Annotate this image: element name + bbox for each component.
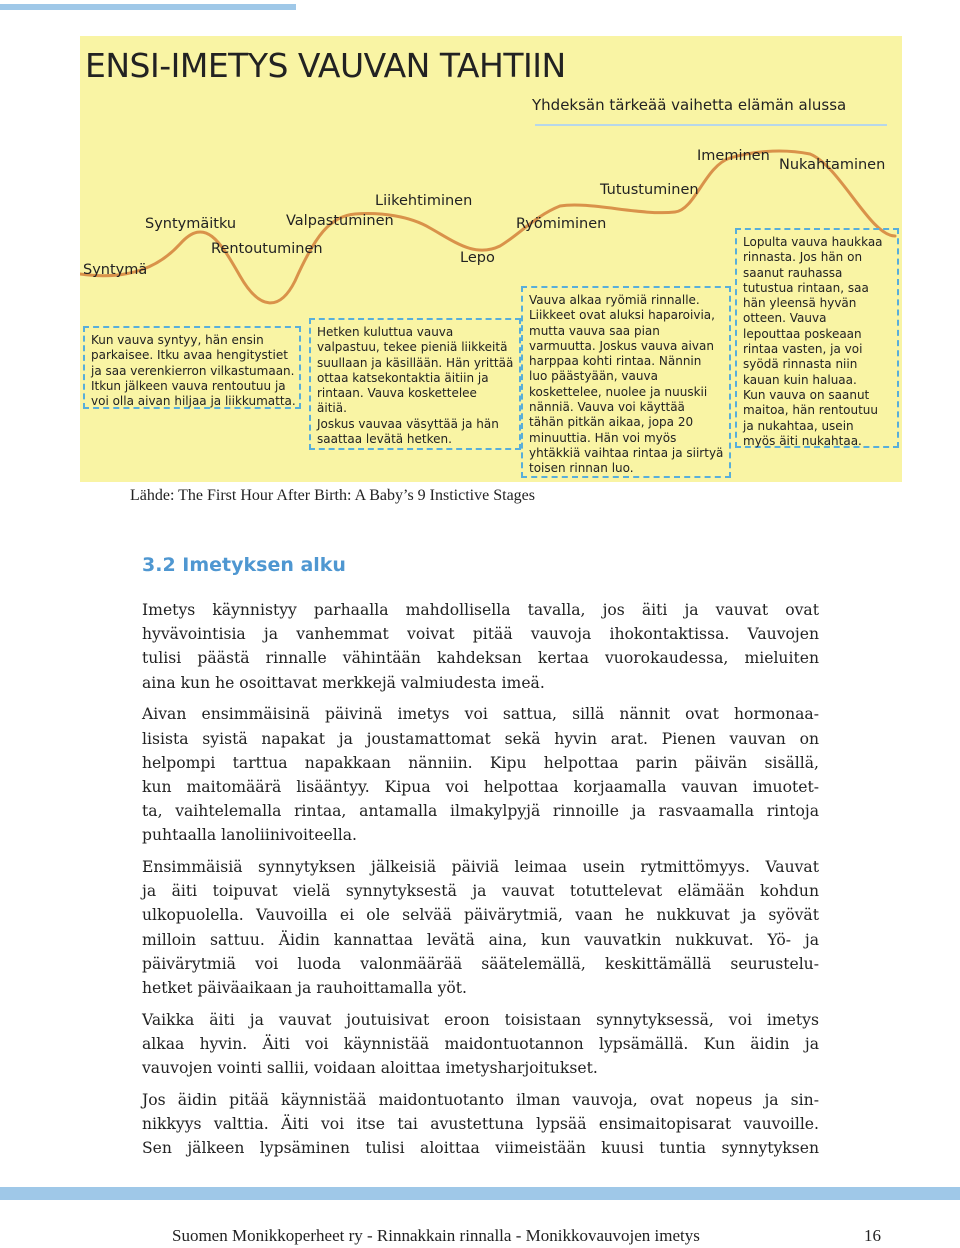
text-line: Sen jälkeen lypsäminen tulisi aloittaa viimeistään kuusi tuntia synnytyksen <box>142 1139 819 1158</box>
box-line: ja saa verenkierron vilkastumaan. <box>91 363 295 378</box>
box-line: lepouttaa poskeaan <box>743 326 862 341</box>
stage-label-syntyma: Syntymä <box>83 262 148 278</box>
box-line: minuuttia. Hän voi myös <box>529 430 677 445</box>
infographic-title: ENSI-IMETYS VAUVAN TAHTIIN <box>85 46 566 85</box>
text-line: hyvävointisia ja vanhemmat voivat pitää vauvoja ihokontaktissa. Vauvojen <box>142 625 819 644</box>
text-line: puhtaalla lanoliinivoiteella. <box>142 826 358 845</box>
stage-description-box <box>735 228 899 448</box>
box-line: yhtäkkiä vaihtaa rintaa ja siirtyä <box>529 445 724 460</box>
box-line: Hetken kuluttua vauva <box>317 325 454 339</box>
text-line: nikkyys valttia. Äiti voi itse tai avustettuna lypsää ensimaitopisarat vauvoille. <box>142 1115 819 1134</box>
box-line: tutustua rintaan, saa <box>743 280 869 295</box>
text-line: Imetys käynnistyy parhaalla mahdollisella tavalla, jos äiti ja vauvat ovat <box>142 601 819 619</box>
text-line: alkaa hyvin. Äiti voi käynnistää maidontuotannon lypsämällä. Kun äidin ja <box>142 1034 819 1053</box>
text-line: Ensimmäisiä synnytyksen jälkeisiä päiviä leimaa usein rytmittömyys. Vauvat <box>142 858 819 877</box>
image-source-caption: Lähde: The First Hour After Birth: A Baby’s 9 Instictive Stages <box>130 487 535 504</box>
box-line: koskettelee, nuolee ja nuuskii <box>529 384 708 399</box>
box-line: tähän pitkän aikaa, jopa 20 <box>529 415 694 430</box>
bottom-accent-bar <box>0 1187 960 1200</box>
body-text <box>142 598 819 1168</box>
stage-description-box <box>521 286 731 478</box>
stage-description-box <box>83 326 301 409</box>
box-line: Kun vauva on saanut <box>743 387 870 402</box>
box-line: kauan kuin haluaa. <box>743 372 857 387</box>
text-line: hetket päiväaikaan ja rauhoittamalla yöt. <box>142 979 468 998</box>
text-line: aina kun he osoittavat merkkejä valmiudesta imeä. <box>142 673 545 692</box>
box-line: äitiä. <box>317 401 347 416</box>
box-line: harppaa kohti rintaa. Nännin <box>529 354 702 369</box>
infographic-subtitle: Yhdeksän tärkeää vaihetta elämän alussa <box>532 96 847 114</box>
box-line: voi olla aivan hiljaa ja liikkumatta. <box>91 394 296 409</box>
paragraph <box>142 598 819 695</box>
text-line: ulkopuolella. Vauvoilla ei ole selvää päivärytmiä, vaan he nukkuvat ja syövät <box>142 906 819 925</box>
paragraph <box>142 702 819 847</box>
text-line: päivärytmiä voi luoda valonmäärää säätelemällä, keskittämällä seurustelu- <box>142 954 819 973</box>
text-line: vauvojen vointi sallii, voidaan aloittaa imetysharjoitukset. <box>142 1059 598 1078</box>
stage-label-rentoutuminen: Rentoutuminen <box>211 241 323 257</box>
box-line: varmuutta. Joskus vauva aivan <box>529 338 714 353</box>
text-line: kun maitomäärä lisääntyy. Kipua voi helpottaa korjaamalla vauvan imuotet- <box>142 777 819 796</box>
text-line: Jos äidin pitää käynnistää maidontuotanto ilman vauvoja, ovat nopeus ja sin- <box>142 1090 819 1109</box>
paragraph <box>142 1088 819 1161</box>
top-accent-bar <box>0 4 296 10</box>
text-line: milloin sattuu. Äidin kannattaa levätä aina, kun vauvatkin nukkuvat. Yö- ja <box>142 930 819 949</box>
box-line: parkaisee. Itku avaa hengitystiet <box>91 348 288 363</box>
box-line: valpastuu, tekee pieniä liikkeitä <box>317 340 508 355</box>
box-line: hän yleensä hyvän <box>743 296 857 311</box>
box-line: rintaa vasten, ja voi <box>743 342 863 357</box>
stage-description-box <box>309 318 521 450</box>
infographic <box>80 36 902 482</box>
box-line: ja nukahtaa, usein <box>743 418 854 433</box>
stage-label-ryomiminen: Ryömiminen <box>516 216 607 232</box>
stage-label-imeminen: Imeminen <box>697 148 770 164</box>
stage-label-nukahtaminen: Nukahtaminen <box>779 157 886 173</box>
stage-label-liikehtiminen: Liikehtiminen <box>375 193 473 209</box>
box-line: suullaan ja käsillään. Hän yrittää <box>317 355 514 370</box>
box-line: rinnasta. Jos hän on <box>743 250 863 265</box>
stage-label-lepo: Lepo <box>460 250 495 266</box>
stage-label-tutustuminen: Tutustuminen <box>600 182 699 198</box>
text-line: Aivan ensimmäisinä päivinä imetys voi sattua, sillä nännit ovat hormonaa- <box>142 705 819 724</box>
text-line: Vaikka äiti ja vauvat joutuisivat eroon toisistaan synnytyksessä, voi imetys <box>142 1010 819 1029</box>
box-line: Itkun jälkeen vauva rentoutuu ja <box>91 378 286 393</box>
page-number: 16 <box>864 1226 881 1245</box>
paragraph <box>142 1008 819 1081</box>
text-line: ja äiti toipuvat vielä synnytyksestä ja vauvat totuttelevat elämään kohdun <box>142 882 819 901</box>
box-line: myös äiti nukahtaa. <box>743 433 862 448</box>
box-line: saanut rauhassa <box>743 265 843 280</box>
box-line: ottaa katsekontaktia äitiin ja <box>317 370 489 385</box>
text-line: tulisi päästä rinnalle vähintään kahdeksan kertaa vuorokaudessa, mieluiten <box>142 649 819 668</box>
box-line: Lopulta vauva haukkaa <box>743 235 883 249</box>
box-line: mutta vauva saa pian <box>529 323 660 338</box>
text-line: ta, vaihtelemalla rintaa, antamalla ilmakylpyjä rinnoille ja rasvaamalla rintoja <box>142 802 819 821</box>
box-line: luo päästyään, vauva <box>529 369 658 384</box>
box-line: Vauva alkaa ryömiä rinnalle. <box>529 293 700 307</box>
box-line: syödä rinnasta niin <box>743 357 858 372</box>
text-line: helpompi tarttua napakkaan nänniin. Kipu helpottaa parin päivän sisällä, <box>142 753 819 772</box>
box-line: Liikkeet ovat aluksi haparoivia, <box>529 308 715 323</box>
box-line: maitoa, hän rentoutuu <box>743 403 879 418</box>
stage-label-syntymaitku: Syntymäitku <box>145 216 237 232</box>
stage-label-valpastuminen: Valpastuminen <box>286 213 394 229</box>
box-line: toisen rinnan luo. <box>529 461 634 476</box>
footer-text: Suomen Monikkoperheet ry - Rinnakkain rinnalla - Monikkovauvojen imetys <box>172 1226 700 1245</box>
text-line: lisista syistä napakat ja joustamattomat sekä hyvin arat. Pienen vauvan on <box>142 729 819 748</box>
box-line: Kun vauva syntyy, hän ensin <box>91 333 264 347</box>
box-line: nänniä. Vauva voi käyttää <box>529 400 685 415</box>
paragraph <box>142 855 819 1000</box>
box-line: rintaan. Vauva koskettelee <box>317 386 477 401</box>
box-line: otteen. Vauva <box>743 311 827 326</box>
box-line: Joskus vauvaa väsyttää ja hän <box>317 416 499 431</box>
section-title: 3.2 Imetyksen alku <box>142 554 346 576</box>
box-line: saattaa levätä hetken. <box>317 432 452 447</box>
